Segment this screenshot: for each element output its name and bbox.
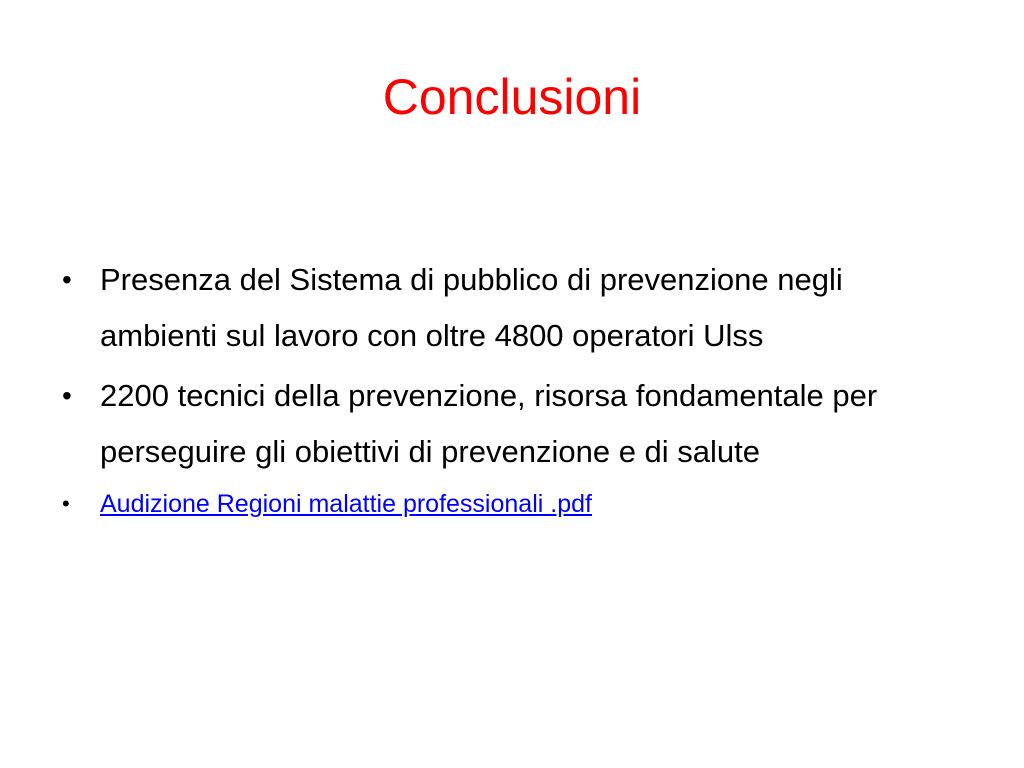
bullet-item-link — [60, 484, 960, 524]
bullet-dot-icon: • — [62, 491, 70, 516]
bullet-text: Presenza del Sistema di pubblico di prevenzione negli ambienti sul lavoro con oltre 4800 operatori Ulss — [100, 262, 843, 353]
bullet-item-operators — [60, 252, 960, 364]
bullet-dot-icon: • — [62, 380, 72, 411]
bullet-dot-icon: • — [62, 264, 72, 295]
bullet-text: 2200 tecnici della prevenzione, risorsa fondamentale per perseguire gli obiettivi di prevenzione e di salute — [100, 378, 878, 469]
slide-title: Conclusioni — [382, 69, 642, 125]
bullet-list — [60, 252, 960, 528]
pdf-link[interactable]: Audizione Regioni malattie professionali .pdf — [100, 490, 592, 518]
bullet-item-technicians — [60, 368, 960, 480]
